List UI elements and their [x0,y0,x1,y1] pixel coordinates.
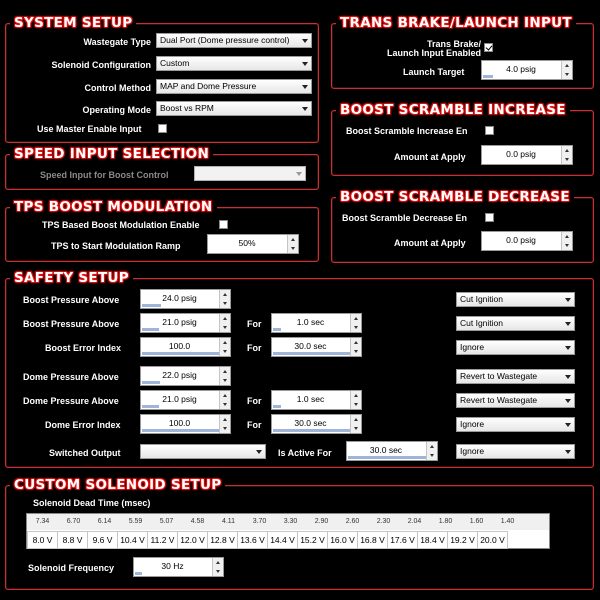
dead-time-value: 4.11 [221,518,236,525]
spin-down-icon [354,403,358,406]
chevron-down-icon [302,39,308,43]
voltage-cell[interactable]: 19.2 V [447,531,478,549]
spinner-buttons[interactable] [426,442,437,460]
dead-time-value: 3.30 [283,518,298,525]
spinner-buttons[interactable] [212,558,223,576]
spin-up-icon [223,317,227,320]
speed-input-select[interactable] [194,166,306,181]
trans-brake-checkbox[interactable] [484,43,493,52]
spinner-buttons[interactable] [219,367,230,385]
safety-row-for-value: 1.0 sec [296,317,325,327]
spin-down-icon [223,403,227,406]
chevron-down-icon [565,298,571,302]
safety-row-value-spinner[interactable] [140,366,231,386]
spin-up-icon [354,418,358,421]
solenoid-config-value: Custom [160,58,190,68]
spin-down-icon [354,326,358,329]
value-fill-bar [348,456,426,459]
dead-time-value: 5.07 [159,518,174,525]
spin-up-icon [354,341,358,344]
trans-brake-label-1: Trans Brake/ [426,39,481,49]
dead-time-value: 4.58 [190,518,205,525]
spin-down-icon [565,73,569,76]
value-fill-bar [142,405,159,408]
safety-row-value: 21.0 psig [162,317,197,327]
value-fill-bar [142,352,219,355]
dead-time-value: 1.40 [500,518,515,525]
safety-row-action-select[interactable] [456,393,575,408]
switched-output-active-spinner[interactable] [346,441,438,461]
safety-row-value: 21.0 psig [162,394,197,404]
spin-down-icon [430,454,434,457]
voltage-cell[interactable]: 8.0 V [27,531,58,549]
dead-time-value: 1.80 [438,518,453,525]
master-enable-checkbox[interactable] [158,124,167,133]
control-method-label: Control Method [84,83,151,93]
voltage-cell[interactable]: 17.6 V [387,531,418,549]
voltage-cell[interactable]: 14.4 V [267,531,298,549]
safety-row-action-select[interactable] [456,417,575,432]
voltage-cell[interactable]: 9.6 V [87,531,118,549]
safety-row-action-value: Ignore [460,419,485,429]
spin-up-icon [223,293,227,296]
safety-row-for-value: 1.0 sec [296,394,325,404]
safety-row-for-value: 30.0 sec [294,418,327,428]
spin-down-icon [223,326,227,329]
switched-output-select[interactable] [140,444,266,459]
safety-row-value: 24.0 psig [162,293,197,303]
scramble-increase-amount-label: Amount at Apply [394,152,466,162]
safety-row-for-value: 30.0 sec [294,341,327,351]
trans-brake-label-2: Launch Input Enabled [387,48,481,58]
custom-solenoid-title: CUSTOM SOLENOID SETUP [10,477,225,494]
spin-down-icon [216,570,220,573]
dead-time-value: 7.34 [35,518,50,525]
spin-down-icon [223,350,227,353]
solenoid-frequency-label: Solenoid Frequency [28,563,115,573]
dead-time-value: 2.30 [376,518,391,525]
value-fill-bar [142,304,161,307]
operating-mode-value: Boost vs RPM [160,103,214,113]
safety-row-action-value: Revert to Wastegate [460,395,538,405]
master-enable-label: Use Master Enable Input [37,124,142,134]
safety-row-action-select[interactable] [456,316,575,331]
scramble-decrease-amount-label: Amount at Apply [394,238,466,248]
safety-row-for-spinner[interactable] [271,390,362,410]
value-fill-bar [142,328,159,331]
chevron-down-icon [565,423,571,427]
trans-brake-title: TRANS BRAKE/LAUNCH INPUT [336,15,576,32]
switched-output-active-value: 30.0 sec [369,445,403,455]
voltage-cell[interactable]: 11.2 V [147,531,178,549]
safety-row-value-spinner[interactable] [140,313,231,333]
spin-down-icon [565,158,569,161]
solenoid-config-label: Solenoid Configuration [51,60,151,70]
tps-start-ramp-label: TPS to Start Modulation Ramp [51,241,181,251]
spin-up-icon [565,64,569,67]
tps-start-ramp-spinner[interactable] [207,234,299,254]
safety-row-label: Dome Pressure Above [23,372,119,382]
tps-boost-title: TPS BOOST MODULATION [10,199,217,216]
chevron-down-icon [565,375,571,379]
scramble-increase-checkbox[interactable] [485,126,494,135]
voltage-cell[interactable]: 13.6 V [237,531,268,549]
safety-row-value-spinner[interactable] [140,390,231,410]
dead-time-header-row [27,514,549,530]
dead-time-value: 2.60 [345,518,360,525]
spinner-buttons[interactable] [350,338,361,356]
scramble-increase-title: BOOST SCRAMBLE INCREASE [336,102,570,119]
spin-down-icon [354,350,358,353]
spin-up-icon [216,561,220,564]
switched-output-action-value: Ignore [460,446,485,456]
safety-row-label: Boost Pressure Above [23,319,120,329]
chevron-down-icon [302,107,308,111]
spinner-buttons[interactable] [219,415,230,433]
chevron-down-icon [302,85,308,89]
scramble-increase-amount-value: 0.0 psig [506,149,536,159]
scramble-decrease-title: BOOST SCRAMBLE DECREASE [336,189,574,206]
chevron-down-icon [565,346,571,350]
launch-target-label: Launch Target [403,67,465,77]
safety-row-action-value: Revert to Wastegate [460,371,538,381]
safety-row-action-select[interactable] [456,340,575,355]
speed-input-label: Speed Input for Boost Control [40,170,169,180]
safety-row-action-value: Ignore [460,342,485,352]
for-label: For [247,343,262,353]
voltage-cell[interactable]: 20.0 V [477,531,508,549]
safety-row-action-select[interactable] [456,369,575,384]
launch-target-value: 4.0 psig [506,64,536,74]
chevron-down-icon [256,450,262,454]
safety-row-action-value: Cut Ignition [460,294,503,304]
value-fill-bar [273,352,350,355]
safety-row-label: Dome Error Index [45,420,121,430]
spin-up-icon [354,394,358,397]
spinner-buttons[interactable] [350,314,361,332]
spin-down-icon [291,247,295,250]
spinner-buttons[interactable] [219,338,230,356]
safety-row-value: 100.0 [168,418,191,428]
spin-down-icon [223,379,227,382]
value-fill-bar [483,75,493,78]
scramble-decrease-amount-value: 0.0 psig [506,235,536,245]
voltage-cell[interactable]: 15.2 V [297,531,328,549]
spin-up-icon [565,149,569,152]
voltage-cell[interactable]: 12.0 V [177,531,208,549]
voltage-cell[interactable]: 10.4 V [117,531,148,549]
safety-row-for-spinner[interactable] [271,414,362,434]
safety-row-label: Boost Pressure Above [23,295,120,305]
value-fill-bar [142,429,219,432]
tps-enable-checkbox[interactable] [219,220,228,229]
launch-target-spinner[interactable] [481,60,573,80]
tps-start-ramp-value: 50% [238,238,256,248]
solenoid-frequency-value: 30 Hz [161,561,184,571]
control-method-value: MAP and Dome Pressure [160,81,257,91]
spinner-buttons[interactable] [561,146,572,164]
voltage-cell[interactable]: 18.4 V [417,531,448,549]
value-fill-bar [135,572,142,575]
solenoid-config-select[interactable] [156,56,312,71]
safety-row-for-spinner[interactable] [271,337,362,357]
spinner-buttons[interactable] [219,290,230,308]
spin-down-icon [223,427,227,430]
dead-time-value: 1.60 [469,518,484,525]
spin-up-icon [223,418,227,421]
voltage-cell[interactable]: 8.8 V [57,531,88,549]
safety-row-label: Dome Pressure Above [23,396,119,406]
spinner-buttons[interactable] [561,61,572,79]
chevron-down-icon [302,62,308,66]
value-fill-bar [273,328,281,331]
spin-up-icon [291,238,295,241]
value-fill-bar [273,405,281,408]
spin-up-icon [354,317,358,320]
scramble-increase-panel [331,102,594,176]
safety-row-value: 100.0 [168,341,191,351]
solenoid-frequency-spinner[interactable] [133,557,224,577]
safety-row-value: 22.0 psig [162,370,197,380]
value-fill-bar [142,381,160,384]
safety-row-label: Boost Error Index [45,343,122,353]
scramble-decrease-amount-spinner[interactable] [481,231,573,251]
voltage-cell[interactable]: 16.0 V [327,531,358,549]
wastegate-type-value: Dual Port (Dome pressure control) [160,35,290,45]
spin-down-icon [565,244,569,247]
scramble-decrease-checkbox[interactable] [485,213,494,222]
spinner-buttons[interactable] [219,391,230,409]
switched-output-label: Switched Output [49,448,121,458]
wastegate-type-select[interactable] [156,33,312,48]
for-label: For [247,319,262,329]
switched-output-action-select[interactable] [456,444,575,459]
scramble-increase-enable-label: Boost Scramble Increase En [346,126,468,136]
safety-row-for-spinner[interactable] [271,313,362,333]
dead-time-value: 5.59 [128,518,143,525]
chevron-down-icon [565,322,571,326]
dead-time-label: Solenoid Dead Time (msec) [33,498,151,508]
safety-setup-title: SAFETY SETUP [10,270,133,287]
spinner-buttons[interactable] [350,391,361,409]
spinner-buttons[interactable] [219,314,230,332]
safety-row-value-spinner[interactable] [140,289,231,309]
spin-up-icon [223,370,227,373]
operating-mode-label: Operating Mode [82,105,151,115]
dead-time-value: 6.14 [97,518,112,525]
system-setup-title: SYSTEM SETUP [10,15,136,32]
voltage-cell[interactable]: 16.8 V [357,531,388,549]
spinner-buttons[interactable] [350,415,361,433]
scramble-increase-amount-spinner[interactable] [481,145,573,165]
dead-time-value: 6.70 [66,518,81,525]
spin-down-icon [354,427,358,430]
spin-up-icon [223,341,227,344]
spin-up-icon [565,235,569,238]
safety-row-value-spinner[interactable] [140,414,231,434]
spin-up-icon [430,445,434,448]
spinner-buttons[interactable] [561,232,572,250]
is-active-for-label: Is Active For [278,448,332,458]
wastegate-type-label: Wastegate Type [83,37,151,47]
dead-time-value: 2.90 [314,518,329,525]
control-method-select[interactable] [156,79,312,94]
operating-mode-select[interactable] [156,101,312,116]
scramble-decrease-enable-label: Boost Scramble Decrease En [342,213,468,223]
chevron-down-icon [296,172,302,176]
voltage-cell[interactable]: 12.8 V [207,531,238,549]
tps-enable-label: TPS Based Boost Modulation Enable [42,220,200,230]
for-label: For [247,420,262,430]
value-fill-bar [273,429,350,432]
safety-row-action-value: Cut Ignition [460,318,503,328]
dead-time-table [26,513,550,549]
spin-up-icon [223,394,227,397]
dead-time-value: 2.04 [407,518,422,525]
spin-down-icon [223,302,227,305]
chevron-down-icon [565,399,571,403]
for-label: For [247,396,262,406]
safety-row-action-select[interactable] [456,292,575,307]
dead-time-value: 3.70 [252,518,267,525]
voltage-row [27,531,549,549]
safety-row-value-spinner[interactable] [140,337,231,357]
spinner-buttons[interactable] [287,235,298,253]
scramble-decrease-panel [331,189,594,263]
chevron-down-icon [565,450,571,454]
speed-input-title: SPEED INPUT SELECTION [10,146,213,163]
